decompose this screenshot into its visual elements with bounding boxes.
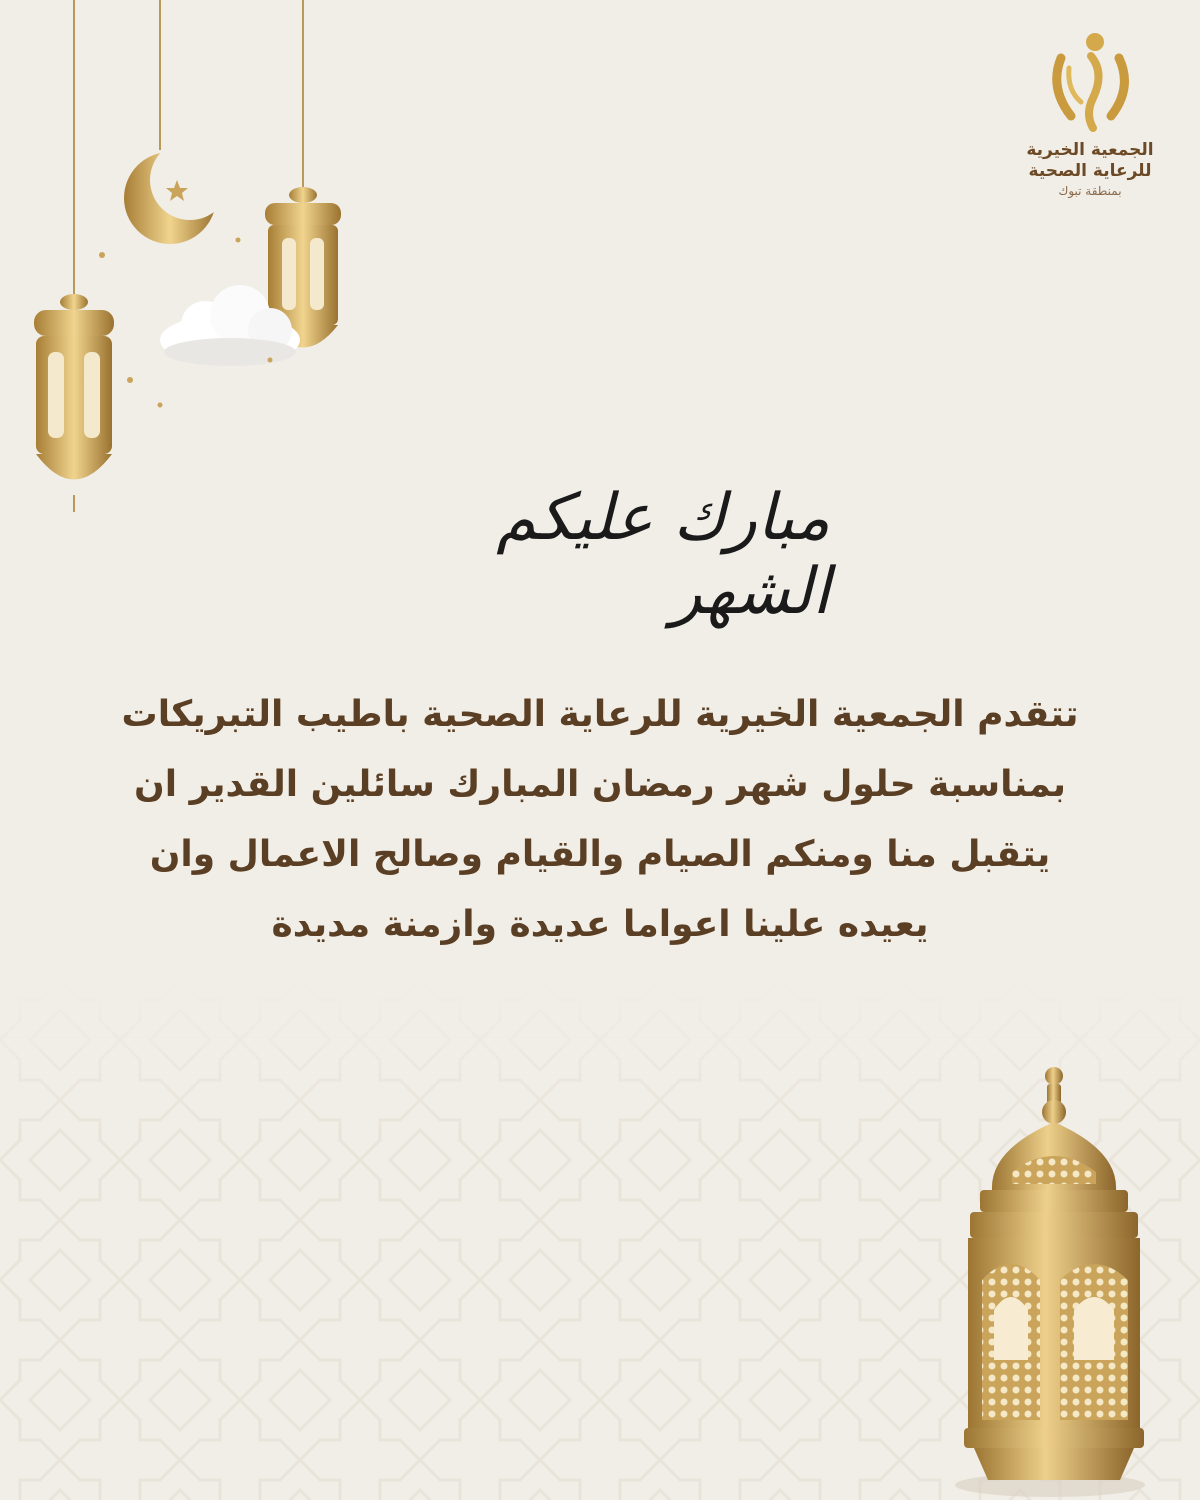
message-line: تتقدم الجمعية الخيرية للرعاية الصحية باطيب التبريكات (121, 694, 1079, 735)
organization-logo (1010, 28, 1170, 199)
lantern-small-left-icon (34, 294, 114, 512)
crescent-moon-icon (124, 140, 230, 244)
organization-emblem-icon (1045, 28, 1135, 140)
hanging-lanterns-decoration (20, 0, 360, 520)
logo-name-line2: للرعاية الصحية (1028, 161, 1152, 181)
message-line: يتقبل منا ومنكم الصيام والقيام وصالح الاعمال وان (149, 834, 1051, 875)
logo-region: بمنطقة تبوك (1058, 184, 1122, 198)
logo-name-line1: الجمعية الخيرية (1026, 140, 1154, 160)
message-line: يعيده علينا اعواما عديدة وازمنة مديدة (271, 904, 929, 945)
large-lantern-icon (950, 1060, 1160, 1500)
ramadan-calligraphy-heading: مبارك عليكم الشهر (496, 481, 830, 629)
message-line: بمناسبة حلول شهر رمضان المبارك سائلين القدير ان (134, 764, 1066, 805)
greeting-message (80, 680, 1120, 960)
